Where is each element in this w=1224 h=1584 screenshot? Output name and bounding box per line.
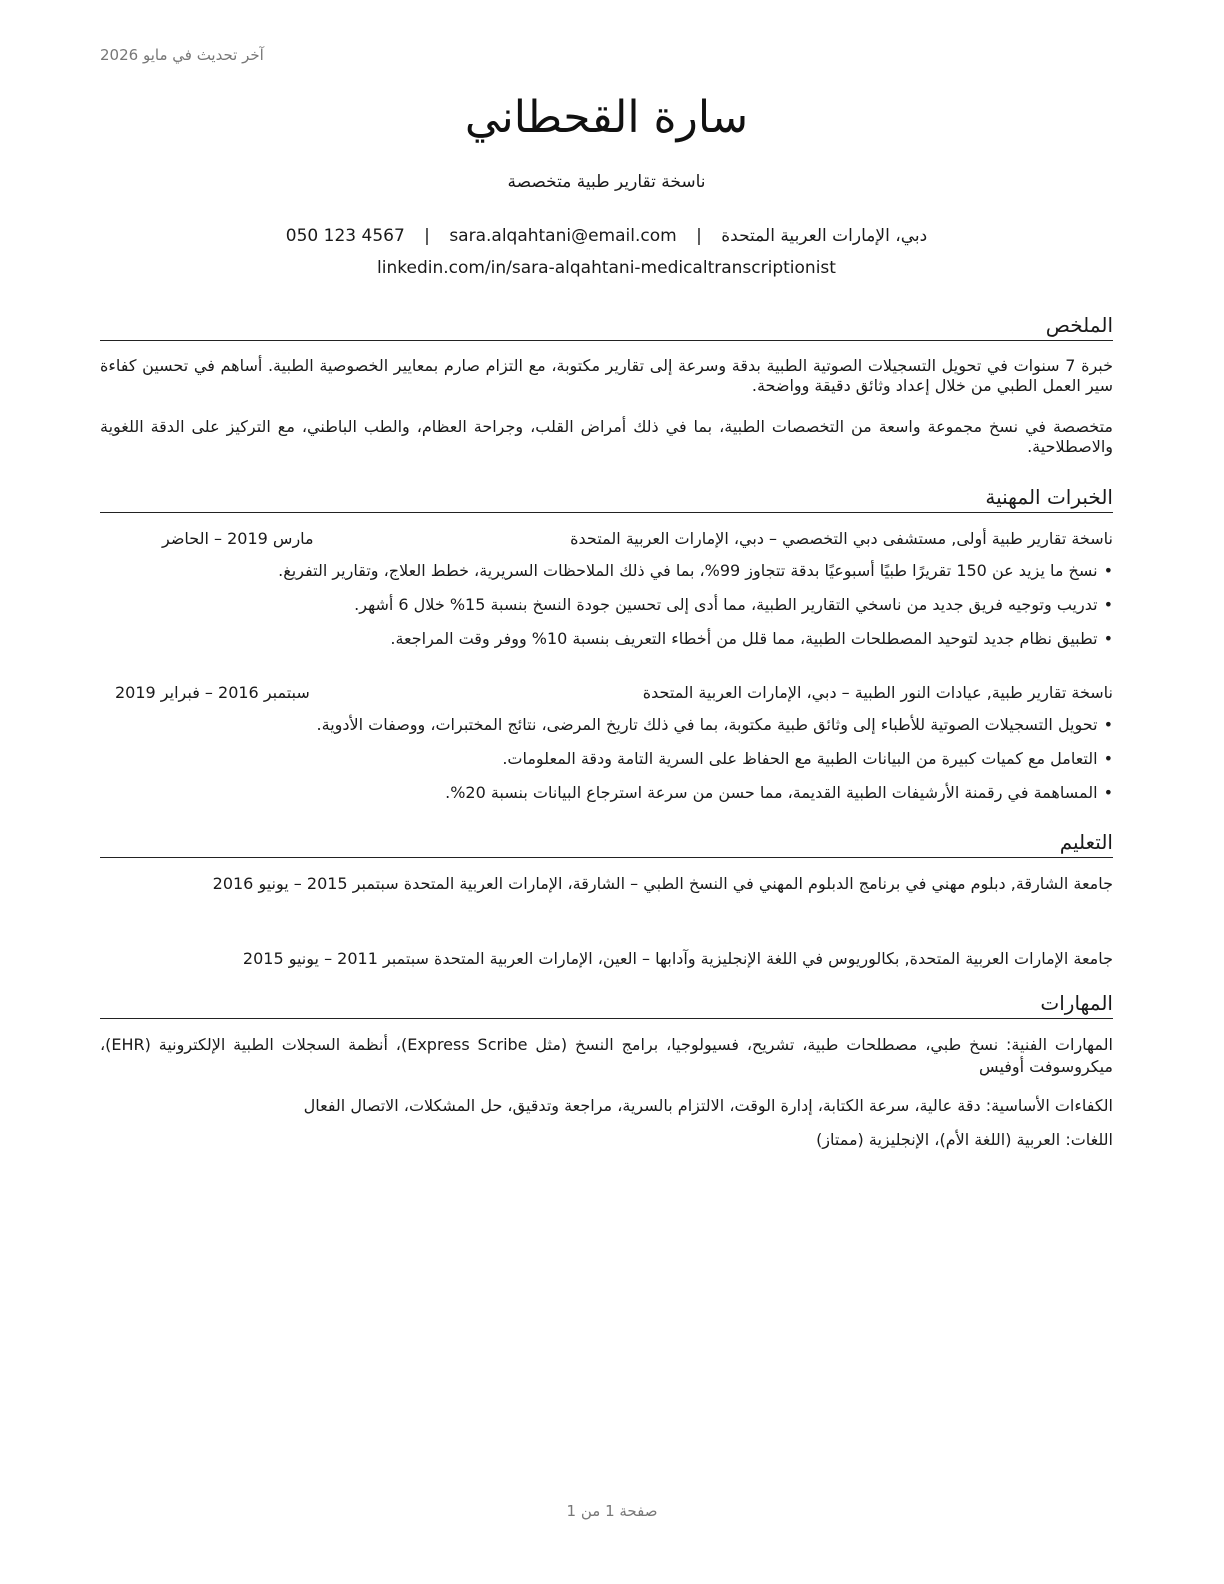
job-bullet: •تطبيق نظام جديد لتوحيد المصطلحات الطبية، مما قلل من أخطاء التعريف بنسبة 10% ووفر وقت المراجعة. [390, 629, 1113, 648]
page-number: صفحة 1 من 1 [566, 1502, 658, 1520]
skills-item: الكفاءات الأساسية: دقة عالية، سرعة الكتابة، إدارة الوقت، الالتزام بالسرية، مراجعة وتدقيق، حل المشكلات، الاتصال الفعال [303, 1096, 1113, 1115]
section-title-skills: المهارات [100, 989, 1113, 1019]
education-item: جامعة الإمارات العربية المتحدة, بكالوريوس في اللغة الإنجليزية وآدابها – العين، الإمارات العربية المتحدة سبتمبر 2011 – يونيو 2015 [242, 949, 1113, 968]
job-title: ناسخة تقارير طبية, عيادات النور الطبية – دبي، الإمارات العربية المتحدة [642, 683, 1113, 702]
contact-linkedin[interactable]: linkedin.com/in/sara-alqahtani-medicaltranscriptionist [377, 258, 836, 278]
bullet-dot-icon: • [1103, 629, 1113, 648]
contact-separator: | [424, 226, 430, 246]
job-dates: سبتمبر 2016 – فبراير 2019 [115, 683, 310, 702]
bullet-dot-icon: • [1103, 715, 1113, 734]
section-title-experience: الخبرات المهنية [100, 483, 1113, 513]
skills-item: المهارات الفنية: نسخ طبي، مصطلحات طبية، تشريح، فسيولوجيا، برامج النسخ (مثل Express Scribe)، أنظمة السجلات الطبية الإلكترونية (EHR)، ميكروسوفت أوفيس [100, 1035, 1113, 1076]
bullet-dot-icon: • [1103, 749, 1113, 768]
bullet-dot-icon: • [1103, 783, 1113, 802]
job-bullet: •نسخ ما يزيد عن 150 تقريرًا طبيًا أسبوعيًا بدقة تتجاوز 99%، بما في ذلك الملاحظات السريرية، خطط العلاج، وتقارير التفريغ. [278, 561, 1113, 580]
summary-paragraph: متخصصة في نسخ مجموعة واسعة من التخصصات الطبية، بما في ذلك أمراض القلب، وجراحة العظام، والطب الباطني، مع التركيز على الدقة اللغوية والاصطلاحية. [100, 417, 1113, 456]
candidate-subtitle: ناسخة تقارير طبية متخصصة [507, 172, 706, 192]
job-header [100, 682, 1113, 704]
job-bullet: •المساهمة في رقمنة الأرشيفات الطبية القديمة، مما حسن من سرعة استرجاع البيانات بنسبة 20%. [445, 783, 1113, 802]
job-header [100, 528, 1113, 550]
contact-email[interactable]: sara.alqahtani@email.com [449, 226, 677, 246]
bullet-dot-icon: • [1103, 561, 1113, 580]
skills-item: اللغات: العربية (اللغة الأم)، الإنجليزية (ممتاز) [816, 1130, 1113, 1149]
summary-paragraph: خبرة 7 سنوات في تحويل التسجيلات الصوتية الطبية بدقة وسرعة إلى تقارير مكتوبة، مع التزام صارم بمعايير الخصوصية الطبية. أساهم في تحسين كفاءة سير العمل الطبي من خلال إعداد وثائق دقيقة وواضحة. [100, 356, 1114, 395]
candidate-name: سارة القحطاني [464, 92, 749, 143]
job-dates: مارس 2019 – الحاضر [162, 529, 314, 548]
bullet-dot-icon: • [1103, 595, 1113, 614]
education-item: جامعة الشارقة, دبلوم مهني في برنامج الدبلوم المهني في النسخ الطبي – الشارقة، الإمارات العربية المتحدة سبتمبر 2015 – يونيو 2016 [212, 874, 1113, 893]
job-bullet: •التعامل مع كميات كبيرة من البيانات الطبية مع الحفاظ على السرية التامة ودقة المعلومات. [502, 749, 1113, 768]
job-title: ناسخة تقارير طبية أولى, مستشفى دبي التخصصي – دبي، الإمارات العربية المتحدة [570, 529, 1113, 548]
job-bullet: •تدريب وتوجيه فريق جديد من ناسخي التقارير الطبية، مما أدى إلى تحسين جودة النسخ بنسبة 15% خلال 6 أشهر. [354, 595, 1113, 614]
job-bullet: •تحويل التسجيلات الصوتية للأطباء إلى وثائق طبية مكتوبة، بما في ذلك تاريخ المرضى، نتائج المختبرات، ووصفات الأدوية. [316, 715, 1113, 734]
section-title-summary: الملخص [100, 311, 1113, 341]
last-updated-note: آخر تحديث في مايو 2026 [100, 46, 264, 64]
contact-line [100, 224, 1113, 248]
contact-phone: 050 123 4567 [285, 226, 405, 246]
section-title-education: التعليم [100, 828, 1113, 858]
contact-separator: | [696, 226, 702, 246]
contact-location: دبي، الإمارات العربية المتحدة [721, 226, 928, 246]
